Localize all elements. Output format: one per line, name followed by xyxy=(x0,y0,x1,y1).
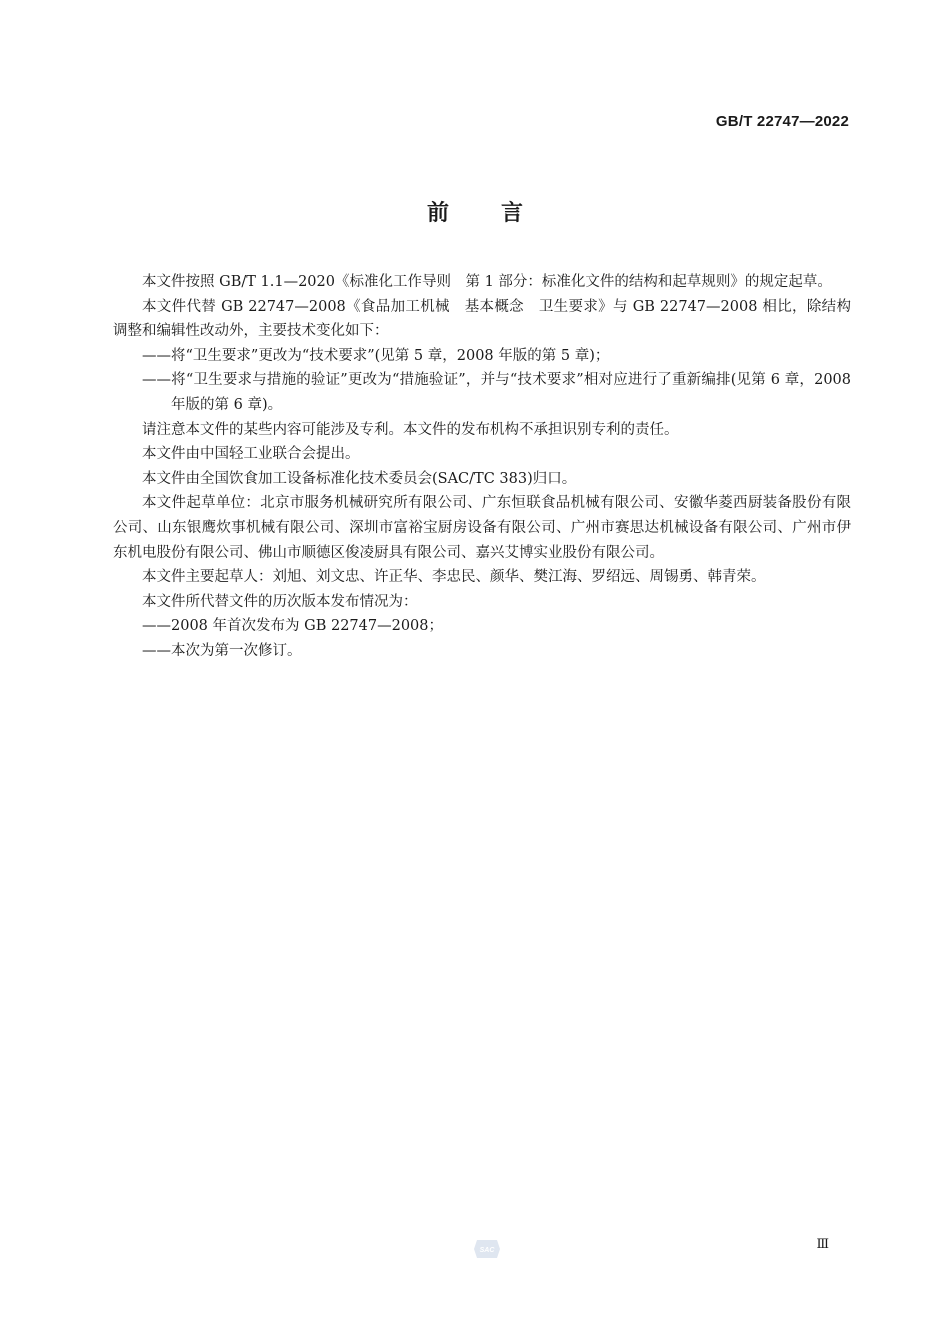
sac-watermark-logo xyxy=(474,1237,500,1261)
paragraph-history-intro: 本文件所代替文件的历次版本发布情况为： xyxy=(142,593,418,610)
paragraph-administrator: 本文件由全国饮食加工设备标准化技术委员会(SAC/TC 383)归口。 xyxy=(142,470,577,487)
title-char-1: 前 xyxy=(426,201,449,226)
paragraph-drafting-units: 本文件起草单位：北京市服务机械研究所有限公司、广东恒联食品机械有限公司、安徽华菱西厨装备股份有限公司、山东银鹰炊事机械有限公司、深圳市富裕宝厨房设备有限公司、广州市赛思达机械设备有限公司、广州市伊东机电股份有限公司、佛山市顺德区俊凌厨具有限公司、嘉兴艾博实业股份有限公司。 xyxy=(113,495,851,561)
title-char-2: 言 xyxy=(501,201,524,226)
foreword-body xyxy=(113,270,851,664)
history-item: ——2008 年首次发布为 GB 22747—2008； xyxy=(142,618,443,635)
history-item: ——本次为第一次修订。 xyxy=(142,642,302,659)
paragraph-proposer: 本文件由中国轻工业联合会提出。 xyxy=(142,446,360,463)
paragraph-drafters: 本文件主要起草人：刘旭、刘文忠、许正华、李忠民、颜华、樊江海、罗绍远、周锡勇、韩青荣。 xyxy=(142,569,766,586)
paragraph-patent-notice: 请注意本文件的某些内容可能涉及专利。本文件的发布机构不承担识别专利的责任。 xyxy=(142,421,679,438)
page-title xyxy=(0,196,950,227)
change-item: ——将“卫生要求”更改为“技术要求”(见第 5 章，2008 年版的第 5 章)； xyxy=(142,347,610,364)
change-item: ——将“卫生要求与措施的验证”更改为“措施验证”，并与“技术要求”相对应进行了重新编排(见第 6 章，2008 年版的第 6 章)。 xyxy=(142,372,851,413)
standard-code: GB/T 22747—2022 xyxy=(715,113,849,130)
paragraph-replacement: 本文件代替 GB 22747—2008《食品加工机械 基本概念 卫生要求》与 GB 22747—2008 相比，除结构调整和编辑性改动外，主要技术变化如下： xyxy=(113,298,851,340)
svg-text:SAC: SAC xyxy=(479,1247,495,1254)
page-number: Ⅲ xyxy=(816,1237,829,1252)
paragraph-drafting-rules: 本文件按照 GB/T 1.1—2020《标准化工作导则 第 1 部分：标准化文件的结构和起草规则》的规定起草。 xyxy=(142,274,832,290)
